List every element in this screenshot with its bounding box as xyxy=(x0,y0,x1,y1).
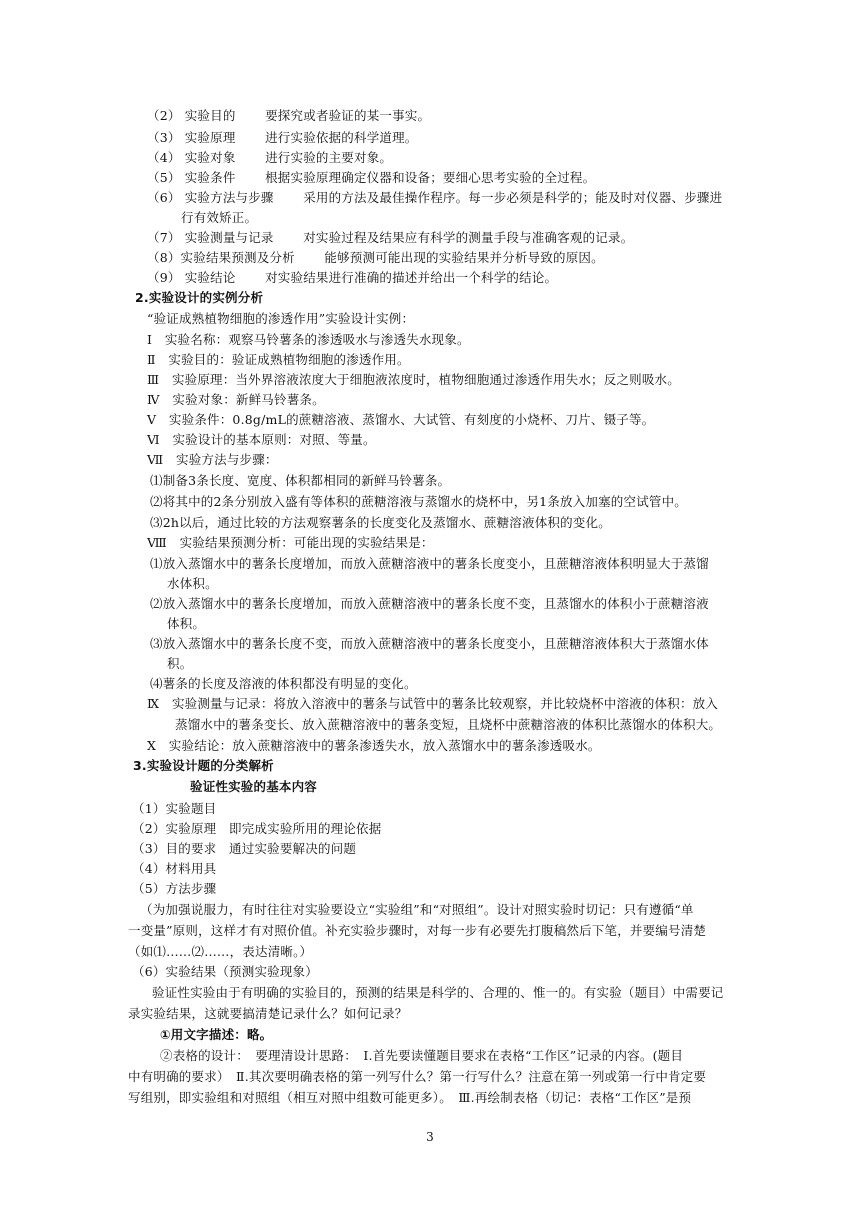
list-item: （6） 实验方法与步骤 采用的方法及最佳操作程序。每一步必须是科学的；能及时对仪器、步骤进 xyxy=(147,190,723,205)
example-line: Ⅸ 实验测量与记录：将放入溶液中的薯条与试管中的薯条比较观察，并比较烧杯中溶液的体积：放入 xyxy=(147,696,719,711)
list-item: （9） 实验结论 对实验结果进行准确的描述并给出一个科学的结论。 xyxy=(147,270,558,285)
example-line: ⑶2h以后，通过比较的方法观察薯条的长度变化及蒸馏水、蔗糖溶液体积的变化。 xyxy=(150,515,611,530)
paragraph-line: ①用文字描述：略。 xyxy=(160,1027,273,1042)
example-intro: “验证成熟植物细胞的渗透作用”实验设计实例： xyxy=(147,311,415,326)
paragraph-line: （如⑴……⑵……，表达清晰。） xyxy=(128,944,313,959)
list-item: （7） 实验测量与记录 对实验过程及结果应有科学的测量手段与准确客观的记录。 xyxy=(147,230,634,245)
example-line: Ⅶ 实验方法与步骤： xyxy=(147,452,278,467)
list-item: （8）实验结果预测及分析 能够预测可能出现的实验结果并分析导致的原因。 xyxy=(147,250,604,265)
page-number: 3 xyxy=(426,1130,434,1144)
example-line: Ⅷ 实验结果预测分析：可能出现的实验结果是： xyxy=(147,535,434,550)
section-heading: 2.实验设计的实例分析 xyxy=(135,290,264,305)
list-item: （3） 实验原理 进行实验依据的科学道理。 xyxy=(147,130,418,145)
list-item: （3）目的要求 通过实验要解决的问题 xyxy=(132,841,357,856)
paragraph-line: 验证性实验由于有明确的实验目的，预测的结果是科学的、合理的、惟一的。有实验（题目）中需要记 xyxy=(152,985,724,1000)
example-line: ⑴放入蒸馏水中的薯条长度增加，而放入蔗糖溶液中的薯条长度变小，且蔗糖溶液体积明显大于蒸馏 xyxy=(150,556,709,571)
example-line: Ⅵ 实验设计的基本原则：对照、等量。 xyxy=(147,432,376,447)
example-line: Ⅰ 实验名称：观察马铃薯条的渗透吸水与渗透失水现象。 xyxy=(147,332,470,347)
list-item: （5）方法步骤 xyxy=(132,881,217,896)
example-line-continuation: 积。 xyxy=(167,656,193,671)
section-heading: 3.实验设计题的分类解析 xyxy=(133,758,274,773)
paragraph-line: （为加强说服力，有时往往对实验要设立“实验组”和“对照组”。设计对照实验时切记：只有遵循“单 xyxy=(140,902,694,917)
example-line: ⑴制备3条长度、宽度、体积都相同的新鲜马铃薯条。 xyxy=(150,473,451,488)
list-item-continuation: 行有效矫正。 xyxy=(181,210,258,225)
example-line-continuation: 体积。 xyxy=(167,616,206,631)
example-line-continuation: 水体积。 xyxy=(167,576,218,591)
list-item: （6）实验结果（预测实验现象） xyxy=(132,964,318,979)
subheading: 验证性实验的基本内容 xyxy=(190,779,318,794)
paragraph-line: 中有明确的要求） Ⅱ.其次要明确表格的第一列写什么？第一行写什么？注意在第一列或第一行中肯定要 xyxy=(128,1069,707,1084)
paragraph-line: 录实验结果，这就要搞清楚记录什么？如何记录？ xyxy=(128,1006,408,1021)
list-item: （4）材料用具 xyxy=(132,861,217,876)
example-line: ⑵放入蒸馏水中的薯条长度增加，而放入蔗糖溶液中的薯条长度不变，且蒸馏水的体积小于蔗糖溶液 xyxy=(150,596,709,611)
paragraph-line: 一变量”原则，这样才有对照价值。补充实验步骤时，对每一步有必要先打腹稿然后下笔，并要编号清楚 xyxy=(128,923,707,938)
example-line: ⑵将其中的2条分别放入盛有等体积的蔗糖溶液与蒸馏水的烧杯中，另1条放入加塞的空试管中。 xyxy=(150,494,688,509)
example-line: Ⅴ 实验条件：0.8g/mL的蔗糖溶液、蒸馏水、大试管、有刻度的小烧杯、刀片、镊子等。 xyxy=(147,412,655,427)
example-line-continuation: 蒸馏水中的薯条变长、放入蔗糖溶液中的薯条变短，且烧杯中蔗糖溶液的体积比蒸馏水的体积大。 xyxy=(175,717,722,732)
list-item: （5） 实验条件 根据实验原理确定仪器和设备；要细心思考实验的全过程。 xyxy=(147,170,596,185)
example-line: Ⅱ 实验目的：验证成熟植物细胞的渗透作用。 xyxy=(147,352,410,367)
example-line: Ⅹ 实验结论：放入蔗糖溶液中的薯条渗透失水，放入蒸馏水中的薯条渗透吸水。 xyxy=(147,738,601,753)
list-item: （2）实验原理 即完成实验所用的理论依据 xyxy=(132,821,382,836)
list-item: （4） 实验对象 进行实验的主要对象。 xyxy=(147,150,393,165)
example-line: ⑷薯条的长度及溶液的体积都没有明显的变化。 xyxy=(150,676,417,691)
list-item: （2） 实验目的 要探究或者验证的某一事实。 xyxy=(147,108,431,123)
paragraph-line: ②表格的设计： 要理清设计思路： Ⅰ.首先要读懂题目要求在表格“工作区”记录的内容。(题目 xyxy=(160,1048,684,1063)
example-line: Ⅲ 实验原理：当外界溶液浓度大于细胞液浓度时，植物细胞通过渗透作用失水；反之则吸水。 xyxy=(147,372,680,387)
paragraph-line: 写组别，即实验组和对照组（相互对照中组数可能更多）。 Ⅲ.再绘制表格（切记：表格“工作区”是预 xyxy=(128,1090,692,1105)
example-line: Ⅳ 实验对象：新鲜马铃薯条。 xyxy=(147,392,325,407)
list-item: （1）实验题目 xyxy=(132,801,217,816)
example-line: ⑶放入蒸馏水中的薯条长度不变，而放入蔗糖溶液中的薯条长度变小，且蔗糖溶液体积大于蒸馏水体 xyxy=(150,636,709,651)
